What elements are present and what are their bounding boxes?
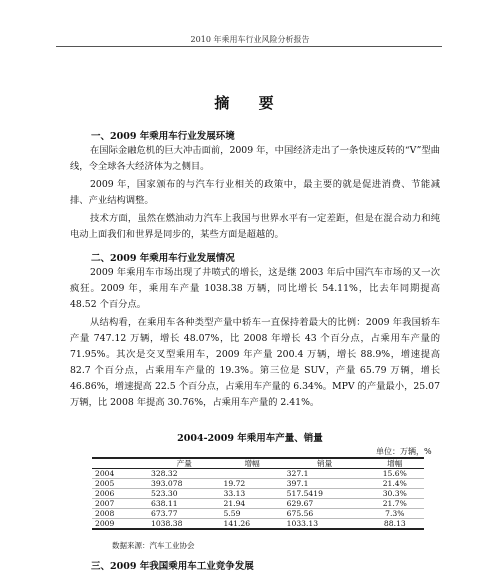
- page-title: 摘 要: [214, 94, 286, 112]
- table-header-output: 产量: [148, 458, 221, 469]
- section-1-paragraph-3: 技术方面，虽然在燃油动力汽车上我国与世界水平有一定差距，但是在混合动力和纯电动上面我们和世界是同步的，某些方面是超越的。: [70, 213, 440, 240]
- table-cell: 21.7%: [366, 499, 424, 509]
- table-cell: 517.5419: [284, 489, 366, 499]
- section-heading-1: 一、2009 年乘用车行业发展环境: [91, 131, 235, 142]
- table-cell: 675.56: [284, 509, 366, 519]
- table-row: [92, 489, 424, 499]
- running-header: 2010 年乘用车行业风险分析报告: [190, 35, 310, 44]
- table-cell: 141.26: [221, 519, 284, 530]
- table-unit: 单位：万辆，%: [376, 447, 432, 456]
- section-heading-2: 二、2009 年乘用车行业发展情况: [91, 253, 235, 264]
- table-row: [92, 519, 424, 530]
- table-cell: 1033.13: [284, 519, 366, 530]
- sales-table: [92, 457, 424, 530]
- table-header-output-growth: 增幅: [221, 458, 284, 469]
- table-header-sales-growth: 增幅: [366, 458, 424, 469]
- table-cell: 88.13: [366, 519, 424, 530]
- table-cell: 2007: [92, 499, 148, 509]
- table-row: [92, 469, 424, 479]
- table-cell: 629.67: [284, 499, 366, 509]
- table-cell: 327.1: [284, 469, 366, 479]
- table-cell: 328.32: [148, 469, 221, 479]
- table-source: 数据来源：汽车工业协会: [112, 541, 195, 550]
- table-row: [92, 479, 424, 489]
- table-cell: 638.11: [148, 499, 221, 509]
- table-cell: 5.59: [221, 509, 284, 519]
- table-cell: 21.4%: [366, 479, 424, 489]
- section-heading-3: 三、2009 年我国乘用车工业竞争发展: [91, 561, 254, 572]
- table-cell: 673.77: [148, 509, 221, 519]
- table-header-row: [92, 458, 424, 469]
- table-cell: [221, 469, 284, 479]
- table-cell: 2005: [92, 479, 148, 489]
- section-1-paragraph-1: 在国际金融危机的巨大冲击面前，2009 年，中国经济走出了一条快速反转的“V”型曲线，令全球各大经济体为之侧目。: [70, 145, 440, 172]
- table-cell: 2008: [92, 509, 148, 519]
- table-caption: 2004-2009 年乘用车产量、销量: [177, 433, 323, 444]
- table-cell: 21.94: [221, 499, 284, 509]
- table-cell: 397.1: [284, 479, 366, 489]
- table-row: [92, 509, 424, 519]
- table-cell: 7.3%: [366, 509, 424, 519]
- section-2-paragraph-2: 从结构看，在乘用车各种类型产量中轿车一直保持着最大的比例：2009 年我国轿车产量 747.12 万辆，增长 48.07%，比 2008 年增长 43 个百分点，占乘用车产量的 71.95%。其次是交叉型乘用车，2009 年产量 200.4 万辆，增长 88.9%，增速提高 82.7 个百分点，占乘用车产量的 19.3%。第三位是 SUV，产量 65.79 万辆，增长 46.86%，增速提高 22.5 个百分点，占乘用车产量的 6.34%。MPV 的产量最小，25.07 万辆，比 2008 年提高 30.76%，占乘用车产量的 2.41%。: [70, 317, 440, 408]
- section-2-paragraph-1: 2009 年乘用车市场出现了井喷式的增长，这是继 2003 年后中国汽车市场的又一次疯狂。2009 年，乘用车产量 1038.38 万辆，同比增长 54.11%，比去年同期提高 48.52 个百分点。: [70, 267, 440, 310]
- table-cell: 2006: [92, 489, 148, 499]
- table-cell: 1038.38: [148, 519, 221, 530]
- table-header-year: [92, 458, 148, 469]
- table-cell: 19.72: [221, 479, 284, 489]
- table-header-sales: 销量: [284, 458, 366, 469]
- table-cell: 30.3%: [366, 489, 424, 499]
- table-cell: 33.13: [221, 489, 284, 499]
- table-row: [92, 499, 424, 509]
- section-1-paragraph-2: 2009 年，国家颁布的与汽车行业相关的政策中，最主要的就是促进消费、节能减排、产业结构调整。: [70, 179, 440, 206]
- table-cell: 393.078: [148, 479, 221, 489]
- table-cell: 2009: [92, 519, 148, 530]
- table-cell: 15.6%: [366, 469, 424, 479]
- table-cell: 523.30: [148, 489, 221, 499]
- header-rule: [56, 46, 442, 47]
- table-cell: 2004: [92, 469, 148, 479]
